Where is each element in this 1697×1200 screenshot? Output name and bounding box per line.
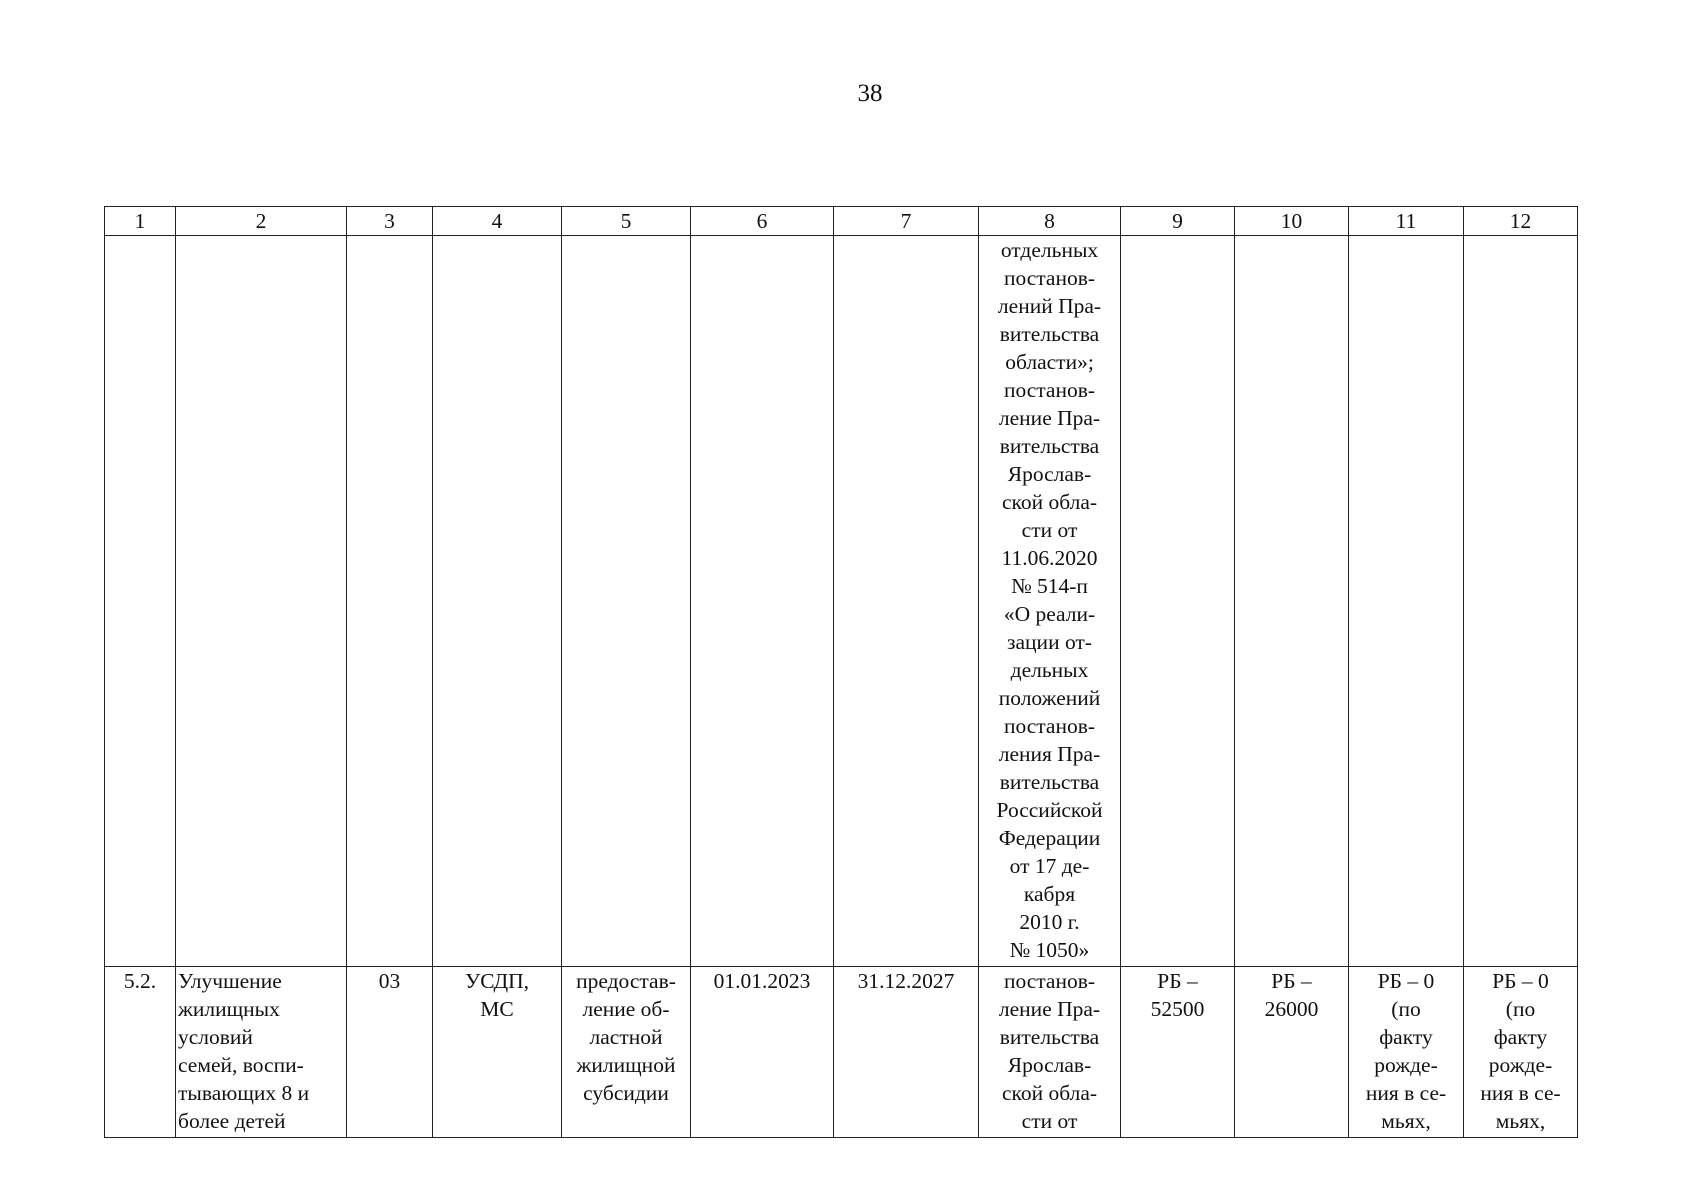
- column-header-8: 8: [979, 207, 1121, 236]
- measure-type-cell: предостав- ление об- ластной жилищной субсидии: [562, 967, 691, 1138]
- funding-cell: РБ – 52500: [1121, 967, 1235, 1138]
- table-cell: [176, 236, 347, 967]
- funding-cell: РБ – 0 (по факту рожде- ния в се- мьях,: [1464, 967, 1578, 1138]
- end-date-cell: 31.12.2027: [834, 967, 979, 1138]
- column-header-9: 9: [1121, 207, 1235, 236]
- legal-basis-cell: [979, 236, 1121, 967]
- code-cell: 03: [347, 967, 433, 1138]
- table-row-5-2: [105, 967, 1578, 1138]
- start-date-cell: 01.01.2023: [691, 967, 834, 1138]
- table-cell: [1349, 236, 1464, 967]
- column-header-6: 6: [691, 207, 834, 236]
- column-header-7: 7: [834, 207, 979, 236]
- table-cell: [1121, 236, 1235, 967]
- table-cell: [834, 236, 979, 967]
- table-cell: [1464, 236, 1578, 967]
- item-number-cell: 5.2.: [105, 967, 176, 1138]
- table-cell: [562, 236, 691, 967]
- table-cell: [347, 236, 433, 967]
- column-header-2: 2: [176, 207, 347, 236]
- table-cell: [691, 236, 834, 967]
- legal-basis-cell: постанов- ление Пра- вительства Ярослав- ской обла- сти от: [979, 967, 1121, 1138]
- column-header-10: 10: [1235, 207, 1349, 236]
- page-number: 38: [857, 80, 883, 107]
- column-header-3: 3: [347, 207, 433, 236]
- funding-cell: РБ – 0 (по факту рожде- ния в се- мьях,: [1349, 967, 1464, 1138]
- table-row-continuation: [105, 236, 1578, 967]
- measures-table: [104, 206, 1578, 1138]
- funding-cell: РБ – 26000: [1235, 967, 1349, 1138]
- table-cell: [1235, 236, 1349, 967]
- legal-basis-text: отдельных постанов- лений Пра- вительства области»; постанов- ление Пра- вительства Ярослав- ской обла- сти от 11.06.2020 № 514-п «О реали- зации от- дельных положений постанов- ления Пра- вительства Российской Федерации от 17 де- кабря 2010 г. № 1050»: [996, 238, 1103, 962]
- column-header-5: 5: [562, 207, 691, 236]
- executor-cell: УСДП, МС: [433, 967, 562, 1138]
- table-cell: [433, 236, 562, 967]
- table-cell: [105, 236, 176, 967]
- column-header-11: 11: [1349, 207, 1464, 236]
- measure-name-cell: Улучшение жилищных условий семей, воспи- тывающих 8 и более детей: [176, 967, 347, 1138]
- column-header-1: 1: [105, 207, 176, 236]
- column-header-4: 4: [433, 207, 562, 236]
- column-number-row: [105, 207, 1578, 236]
- column-header-12: 12: [1464, 207, 1578, 236]
